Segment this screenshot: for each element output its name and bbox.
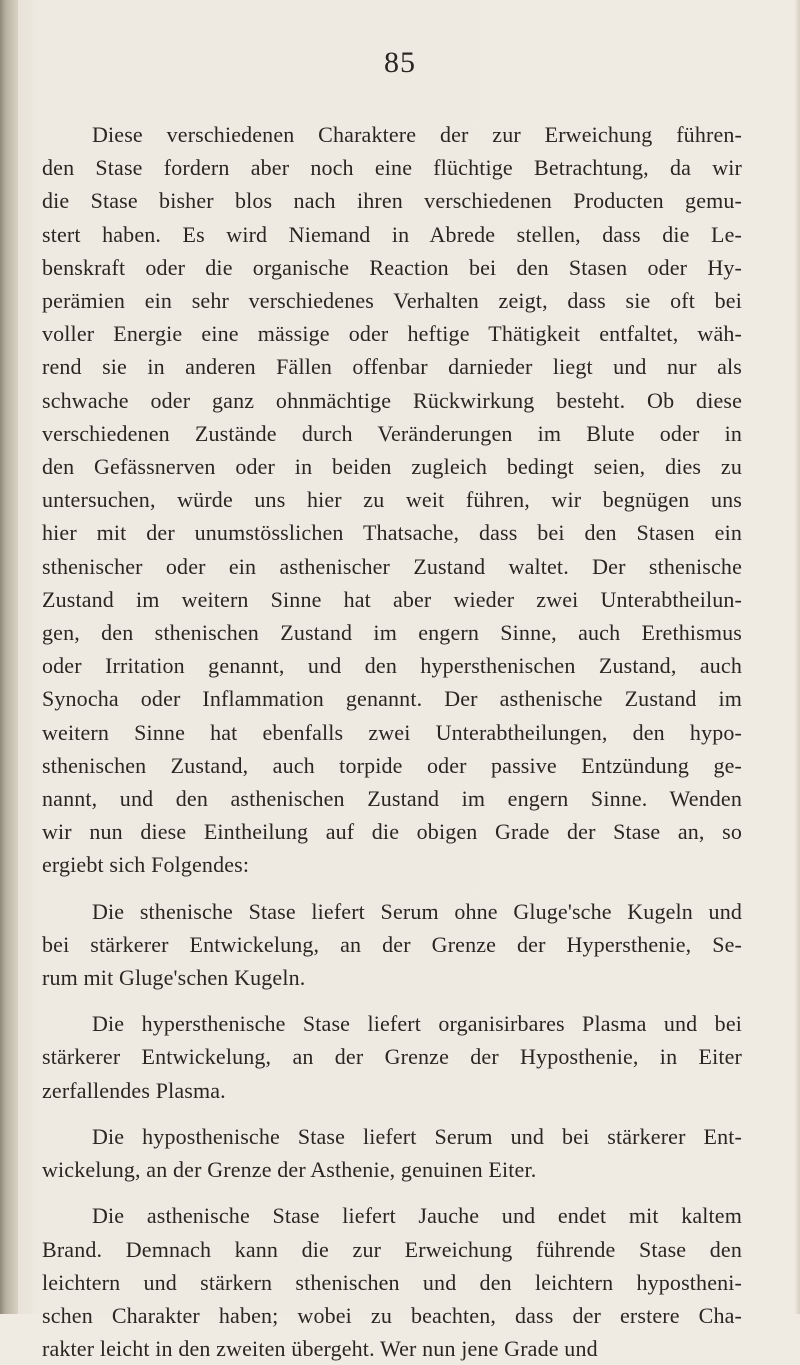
text-line: Diese verschiedenen Charaktere der zur Erweichung führen-: [92, 122, 742, 147]
text-line: den Gefässnerven oder in beiden zugleich bedingt seien, dies zu: [42, 454, 742, 480]
text-line: Die hyposthenische Stase liefert Serum und bei stärkerer Ent-: [92, 1123, 742, 1149]
text-line: Die hypersthenische Stase liefert organisirbares Plasma und bei: [92, 1011, 742, 1037]
paragraph: [42, 1199, 742, 1365]
text-line: schen Charakter haben; wobei zu beachten, dass der erstere Cha-: [42, 1302, 742, 1328]
text-line: hier mit der unumstösslichen Thatsache, dass bei den Stasen ein: [42, 520, 742, 546]
text-line: weitern Sinne hat ebenfalls zwei Unterabtheilungen, den hypo-: [42, 719, 742, 745]
paragraph: [42, 118, 742, 882]
book-gutter-shadow: [0, 0, 18, 1314]
text-line: zerfallendes Plasma.: [42, 1077, 226, 1103]
text-line: leichtern und stärkern sthenischen und den leichtern hypostheni-: [42, 1269, 742, 1295]
text-line: voller Energie eine mässige oder heftige Thätigkeit entfaltet, wäh-: [42, 321, 742, 347]
text-line: Zustand im weitern Sinne hat aber wieder zwei Unterabtheilun-: [42, 586, 742, 612]
text-line: untersuchen, würde uns hier zu weit führen, wir begnügen uns: [42, 487, 742, 513]
text-line: den Stase fordern aber noch eine flüchtige Betrachtung, da wir: [42, 155, 742, 181]
text-line: Synocha oder Inflammation genannt. Der asthenische Zustand im: [42, 686, 742, 712]
text-line: Brand. Demnach kann die zur Erweichung führende Stase den: [42, 1236, 742, 1262]
text-line: nannt, und den asthenischen Zustand im engern Sinne. Wenden: [42, 786, 742, 812]
text-line: sthenischen Zustand, auch torpide oder passive Entzündung ge-: [42, 752, 742, 778]
text-line: stärkerer Entwickelung, an der Grenze der Hyposthenie, in Eiter: [42, 1044, 742, 1070]
text-line: sthenischer oder ein asthenischer Zustand waltet. Der sthenische: [42, 553, 742, 579]
text-line: oder Irritation genannt, und den hypersthenischen Zustand, auch: [42, 653, 742, 679]
text-line: wickelung, an der Grenze der Asthenie, genuinen Eiter.: [42, 1157, 537, 1183]
text-line: Die sthenische Stase liefert Serum ohne Gluge'sche Kugeln und: [92, 898, 742, 924]
text-line: benskraft oder die organische Reaction bei den Stasen oder Hy-: [42, 254, 742, 280]
text-line: rend sie in anderen Fällen offenbar darnieder liegt und nur als: [42, 354, 742, 380]
text-line: schwache oder ganz ohnmächtige Rückwirkung besteht. Ob diese: [42, 387, 742, 413]
text-line: gen, den sthenischen Zustand im engern Sinne, auch Erethismus: [42, 620, 742, 646]
text-line: perämien ein sehr verschiedenes Verhalten zeigt, dass sie oft bei: [42, 288, 742, 314]
page-edge: [794, 0, 800, 1314]
text-line: bei stärkerer Entwickelung, an der Grenze der Hypersthenie, Se-: [42, 931, 742, 957]
text-line: wir nun diese Eintheilung auf die obigen Grade der Stase an, so: [42, 819, 742, 845]
text-line: verschiedenen Zustände durch Veränderungen im Blute oder in: [42, 420, 742, 446]
page-body-text: [42, 118, 742, 1365]
page-number: 85: [384, 46, 416, 79]
paragraph: [42, 1120, 742, 1186]
text-line: rum mit Gluge'schen Kugeln.: [42, 965, 306, 991]
text-line: Die asthenische Stase liefert Jauche und endet mit kaltem: [92, 1203, 742, 1229]
text-line: rakter leicht in den zweiten übergeht. Wer nun jene Grade und: [42, 1336, 598, 1362]
paragraph: [42, 895, 742, 995]
text-line: die Stase bisher blos nach ihren verschiedenen Producten gemu-: [42, 188, 742, 214]
text-line: ergiebt sich Folgendes:: [42, 852, 250, 878]
paragraph: [42, 1007, 742, 1107]
text-line: stert haben. Es wird Niemand in Abrede stellen, dass die Le-: [42, 221, 742, 247]
